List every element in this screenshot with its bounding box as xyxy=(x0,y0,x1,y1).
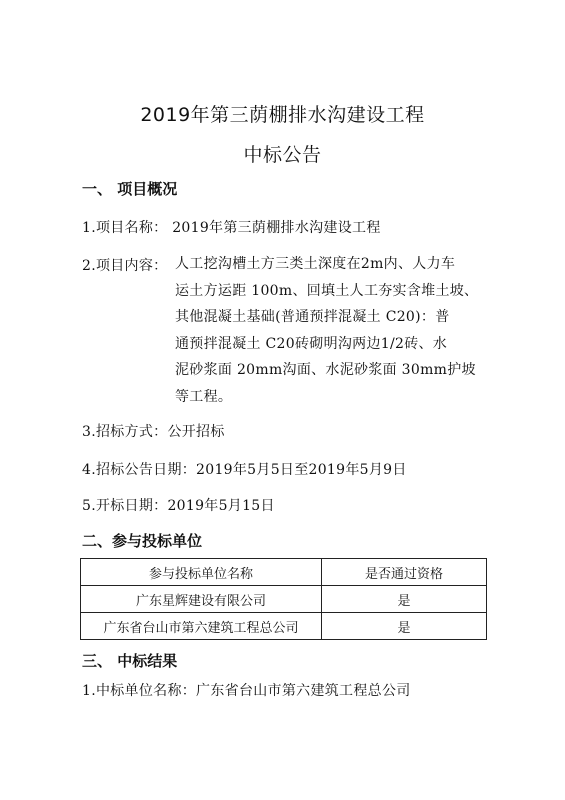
document-subtitle: 中标公告 xyxy=(243,144,322,166)
bidders-table xyxy=(80,558,487,640)
project-content-line: 通预拌混凝土 C20砖砌明沟两边1/2砖、水 xyxy=(175,335,448,352)
bidder-name-cell: 广东省台山市第六建筑工程总公司 xyxy=(81,613,322,640)
table-header-cell: 参与投标单位名称 xyxy=(81,559,322,586)
opening-date: 5.开标日期：2019年5月15日 xyxy=(82,498,275,514)
section-heading-bidders: 二、参与投标单位 xyxy=(82,532,203,550)
section-heading-result: 三、 中标结果 xyxy=(82,652,178,670)
project-content-line: 其他混凝土基础(普通预拌混凝土 C20)：普 xyxy=(175,309,450,325)
section-heading-overview: 一、 项目概况 xyxy=(82,180,178,198)
bidder-name-cell: 广东星辉建设有限公司 xyxy=(81,586,322,613)
table-row xyxy=(81,586,487,613)
project-name: 1.项目名称： 2019年第三荫棚排水沟建设工程 xyxy=(82,220,381,236)
tender-method: 3.招标方式：公开招标 xyxy=(82,424,225,440)
document-title: 2019年第三荫棚排水沟建设工程 xyxy=(140,104,425,126)
project-content-line: 人工挖沟槽土方三类土深度在2m内、人力车 xyxy=(175,256,456,272)
qualified-cell: 是 xyxy=(322,613,487,640)
project-content xyxy=(175,251,495,410)
table-row xyxy=(81,613,487,640)
table-header-row xyxy=(81,559,487,586)
project-content-label: 2.项目内容： xyxy=(82,258,168,274)
announcement-date: 4.招标公告日期：2019年5月5日至2019年5月9日 xyxy=(82,462,407,478)
qualified-cell: 是 xyxy=(322,586,487,613)
project-content-line: 泥砂浆面 20mm沟面、水泥砂浆面 30mm护坡 xyxy=(175,362,476,378)
table-header-cell: 是否通过资格 xyxy=(322,559,487,586)
winning-bidder: 1.中标单位名称：广东省台山市第六建筑工程总公司 xyxy=(82,683,411,699)
project-content-line: 等工程。 xyxy=(175,388,233,405)
project-content-line: 运土方运距 100m、回填土人工夯实含堆土坡、 xyxy=(175,282,479,299)
